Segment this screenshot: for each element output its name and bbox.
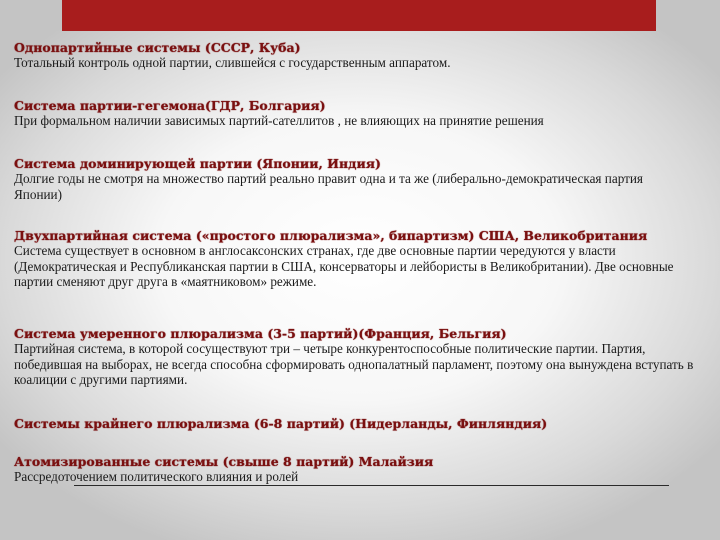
- party-system-block-moderate-pluralism: [14, 326, 694, 388]
- divider: [74, 485, 669, 486]
- block-description: При формальном наличии зависимых партий-сателлитов , не влияющих на принятие решения: [14, 113, 544, 128]
- party-system-block-one-party: [14, 40, 694, 71]
- block-description: Тотальный контроль одной партии, слившейся с государственным аппаратом.: [14, 55, 451, 70]
- party-system-block-atomized: [14, 454, 694, 485]
- block-heading: Системы крайнего плюрализма (6-8 партий) (Нидерланды, Финляндия): [14, 416, 548, 431]
- party-system-block-hegemon: [14, 98, 694, 129]
- block-heading: Однопартийные системы (СССР, Куба): [14, 40, 301, 55]
- party-system-block-two-party: [14, 228, 694, 290]
- party-system-block-dominant: [14, 156, 694, 202]
- block-description: Долгие годы не смотря на множество партий реально правит одна и та же (либерально-демократическая партия Японии): [14, 171, 643, 202]
- block-heading: Система умеренного плюрализма (3-5 партий)(Франция, Бельгия): [14, 326, 507, 341]
- block-heading: Система доминирующей партии (Японии, Индия): [14, 156, 381, 171]
- title-bar: [62, 0, 656, 31]
- block-heading: Атомизированные системы (свыше 8 партий) Малайзия: [14, 454, 434, 469]
- party-system-block-extreme-pluralism: [14, 416, 694, 431]
- block-description: Партийная система, в которой сосуществуют три – четыре конкурентоспособные политические партии. Партия, победившая на выборах, не всегда способна сформировать однопалатный парламент, поэтому она вынуждена вступать в коалиции с другими партиями.: [14, 341, 694, 387]
- block-heading: Двухпартийная система («простого плюрализма», бипартизм) США, Великобритания: [14, 228, 648, 243]
- block-description: Рассредоточением политического влияния и ролей: [14, 469, 299, 484]
- block-heading: Система партии-гегемона(ГДР, Болгария): [14, 98, 326, 113]
- block-description: Система существует в основном в англосаксонских странах, где две основные партии чередуются у власти (Демократическая и Республиканская партии в США, консерваторы и лейбористы в Великобритании). Две основные партии сменяют друг друга в «маятниковом» режиме.: [14, 243, 674, 289]
